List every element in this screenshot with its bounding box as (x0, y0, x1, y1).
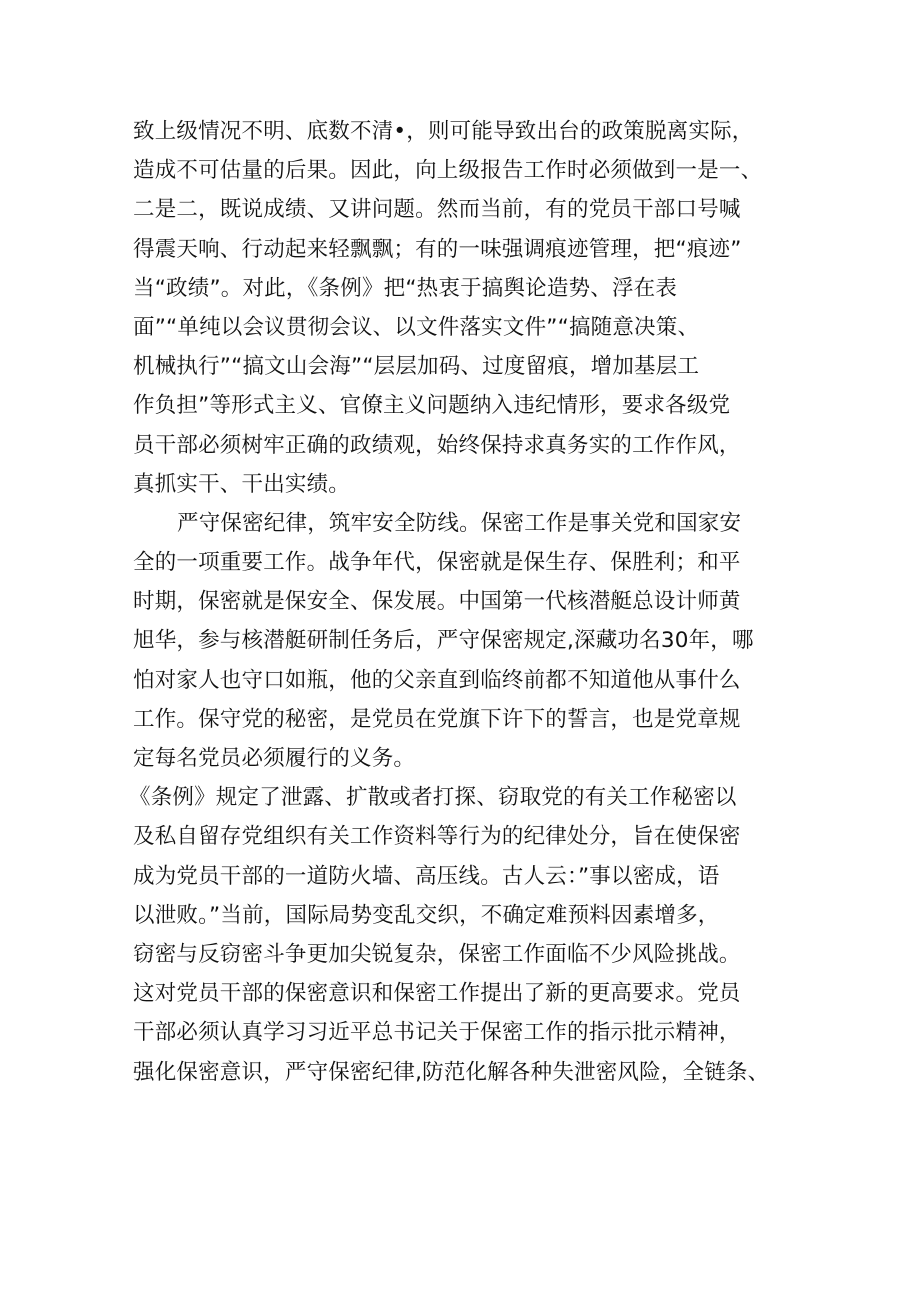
paragraph-first-line: 严守保密纪律，筑牢安全防线。保密工作是事关党和国家安 (177, 510, 742, 536)
text-line: 时期，保密就是保安全、保发展。中国第一代核潜艇总设计师黄 (133, 589, 741, 615)
text-line: 致上级情况不明、底数不清•，则可能导致出台的政策脱离实际， (133, 119, 754, 144)
text-line: 干部必须认真学习习近平总书记关于保密工作的指示批示精神， (133, 1020, 741, 1046)
text-line: 二是二，既说成绩、又讲问题。然而当前，有的党员干部口号喊 (133, 197, 741, 223)
text-line: 面”“单纯以会议贯彻会议、以文件落实文件”“搞随意决策、 (133, 314, 700, 340)
text-line: 机械执行”“搞文山会海”“层层加码、过度留痕，增加基层工 (133, 354, 700, 380)
text-line: 强化保密意识，严守保密纪律,防范化解各种失泄密风险，全链条、 (133, 1059, 770, 1085)
text-line: 及私自留存党组织有关工作资料等行为的纪律处分，旨在使保密 (133, 824, 741, 850)
text-line: 造成不可估量的后果。因此，向上级报告工作时必须做到一是一、 (133, 158, 763, 184)
text-line: 作负担”等形式主义、官僚主义问题纳入违纪情形，要求各级党 (133, 393, 731, 419)
text-line: 旭华，参与核潜艇研制任务后，严守保密规定,深藏功名30年，哪 (133, 628, 754, 654)
body-text (129, 112, 793, 1092)
text-line: 这对党员干部的保密意识和保密工作提出了新的更高要求。党员 (133, 981, 741, 1007)
text-line: 全的一项重要工作。战争年代，保密就是保生存、保胜利；和平 (133, 550, 741, 576)
text-line: 员干部必须树牢正确的政绩观，始终保持求真务实的工作作风， (133, 432, 741, 458)
text-line: 当“政绩”。对此，《条例》把“热衷于搞舆论造势、浮在表 (133, 275, 678, 301)
text-line: 工作。保守党的秘密，是党员在党旗下许下的誓言，也是党章规 (133, 706, 741, 732)
text-line: 以泄败。”当前，国际局势变乱交织，不确定难预料因素增多， (133, 902, 720, 928)
text-line: 定每名党员必须履行的义务。 (133, 746, 416, 771)
text-line: 怕对家人也守口如瓶，他的父亲直到临终前都不知道他从事什么 (133, 667, 741, 693)
paragraph-first-line: 《条例》规定了泄露、扩散或者打探、窃取党的有关工作秘密以 (129, 785, 737, 811)
text-line: 真抓实干、干出实绩。 (133, 471, 351, 497)
text-line: 得震天响、行动起来轻飘飘；有的一味强调痕迹管理，把“痕迹” (133, 236, 742, 262)
text-line: 窃密与反窃密斗争更加尖锐复杂，保密工作面临不少风险挑战。 (133, 941, 741, 967)
text-line: 成为党员干部的一道防火墙、高压线。古人云：”事以密成，语 (133, 863, 720, 889)
